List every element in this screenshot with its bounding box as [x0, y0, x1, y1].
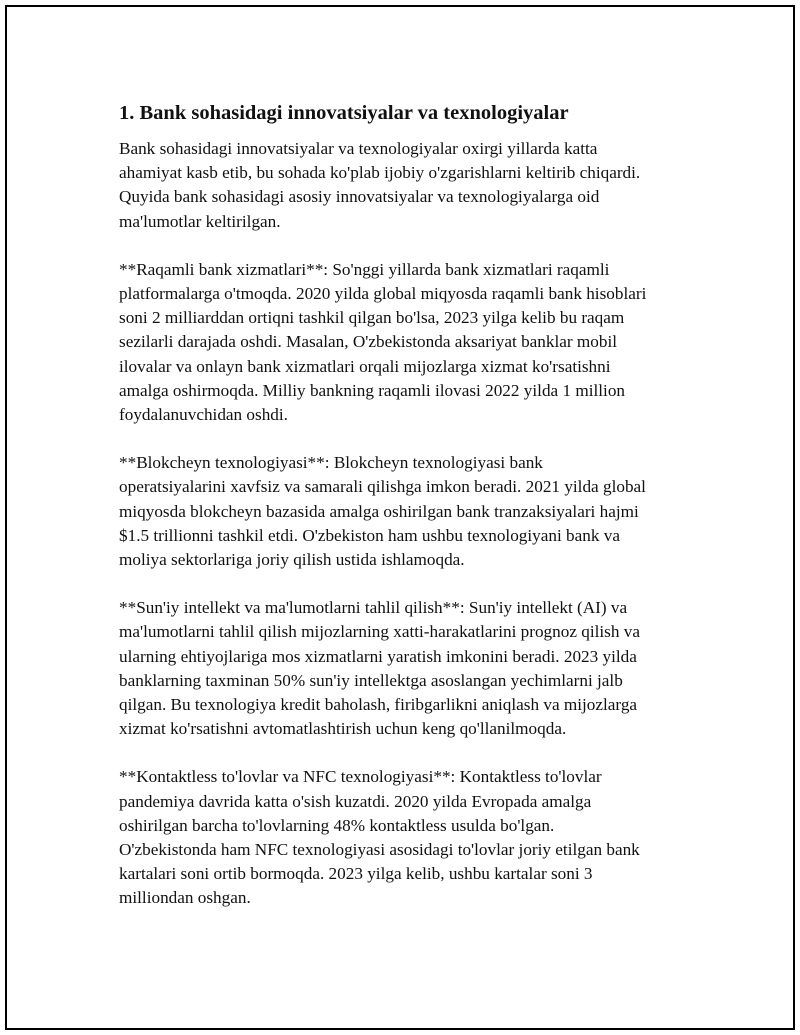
page-frame — [5, 5, 795, 1030]
text-line: amalga oshirmoqda. Milliy bankning raqamli ilovasi 2022 yilda 1 million — [119, 380, 626, 400]
text-line: $1.5 trillionni tashkil etdi. O'zbekiston ham ushbu texnologiyani bank va — [119, 525, 620, 545]
text-line: moliya sektorlariga joriy qilish ustida ishlamoqda. — [119, 550, 465, 570]
text-line: pandemiya davrida katta o'sish kuzatdi. 2020 yilda Evropada amalga — [119, 791, 592, 811]
text-line: O'zbekistonda ham NFC texnologiyasi asosidagi to'lovlar joriy etilgan bank — [119, 840, 640, 860]
text-line: xizmat ko'rsatishni avtomatlashtirish uchun keng qo'llanilmoqda. — [119, 719, 567, 739]
text-line: sezilarli darajada oshdi. Masalan, O'zbekistonda aksariyat banklar mobil — [119, 332, 618, 352]
document-body — [119, 99, 705, 935]
intro-paragraph — [119, 137, 705, 234]
text-line: ma'lumotlarni tahlil qilish mijozlarning xatti-harakatlarini prognoz qilish va — [119, 622, 640, 642]
text-line: banklarning taxminan 50% sun'iy intellektga asoslangan yechimlarni jalb — [119, 670, 623, 690]
ai-analytics-paragraph — [119, 596, 705, 741]
section-heading: 1. Bank sohasidagi innovatsiyalar va texnologiyalar — [119, 102, 569, 124]
text-line: ahamiyat kasb etib, bu sohada ko'plab ijobiy o'zgarishlarni keltirib chiqardi. — [119, 163, 641, 183]
text-line: foydalanuvchidan oshdi. — [119, 405, 288, 425]
text-line: miqyosda blokcheyn bazasida amalga oshirilgan bank tranzaksiyalari hajmi — [119, 501, 639, 521]
contactless-nfc-paragraph — [119, 765, 705, 910]
text-line: ilovalar va onlayn bank xizmatlari orqali mijozlarga xizmat ko'rsatishni — [119, 356, 611, 376]
text-line: Quyida bank sohasidagi asosiy innovatsiyalar va texnologiyalarga oid — [119, 187, 600, 207]
text-line: operatsiyalarini xavfsiz va samarali qilishga imkon beradi. 2021 yilda global — [119, 477, 646, 497]
digital-banking-paragraph — [119, 258, 705, 427]
text-line: **Sun'iy intellekt va ma'lumotlarni tahlil qilish**: Sun'iy intellekt (AI) va — [119, 598, 628, 618]
text-line: milliondan oshgan. — [119, 888, 251, 908]
text-line: oshirilgan barcha to'lovlarning 48% kontaktless usulda bo'lgan. — [119, 815, 555, 835]
text-line: platformalarga o'tmoqda. 2020 yilda global miqyosda raqamli bank hisoblari — [119, 284, 647, 304]
text-line: **Kontaktless to'lovlar va NFC texnologiyasi**: Kontaktless to'lovlar — [119, 767, 602, 787]
text-line: ma'lumotlar keltirilgan. — [119, 211, 281, 231]
text-line: qilgan. Bu texnologiya kredit baholash, firibgarlikni aniqlash va mijozlarga — [119, 695, 638, 715]
blockchain-paragraph — [119, 451, 705, 572]
text-line: **Raqamli bank xizmatlari**: So'nggi yillarda bank xizmatlari raqamli — [119, 259, 610, 279]
text-line: soni 2 milliarddan ortiqni tashkil qilgan bo'lsa, 2023 yilga kelib bu raqam — [119, 308, 625, 328]
paragraph-list — [119, 137, 705, 911]
text-line: Bank sohasidagi innovatsiyalar va texnologiyalar oxirgi yillarda katta — [119, 139, 598, 158]
text-line: ularning ehtiyojlariga mos xizmatlarni yaratish imkonini beradi. 2023 yilda — [119, 646, 637, 666]
text-line: kartalari soni ortib bormoqda. 2023 yilga kelib, ushbu kartalar soni 3 — [119, 864, 593, 884]
text-line: **Blokcheyn texnologiyasi**: Blokcheyn texnologiyasi bank — [119, 453, 543, 473]
